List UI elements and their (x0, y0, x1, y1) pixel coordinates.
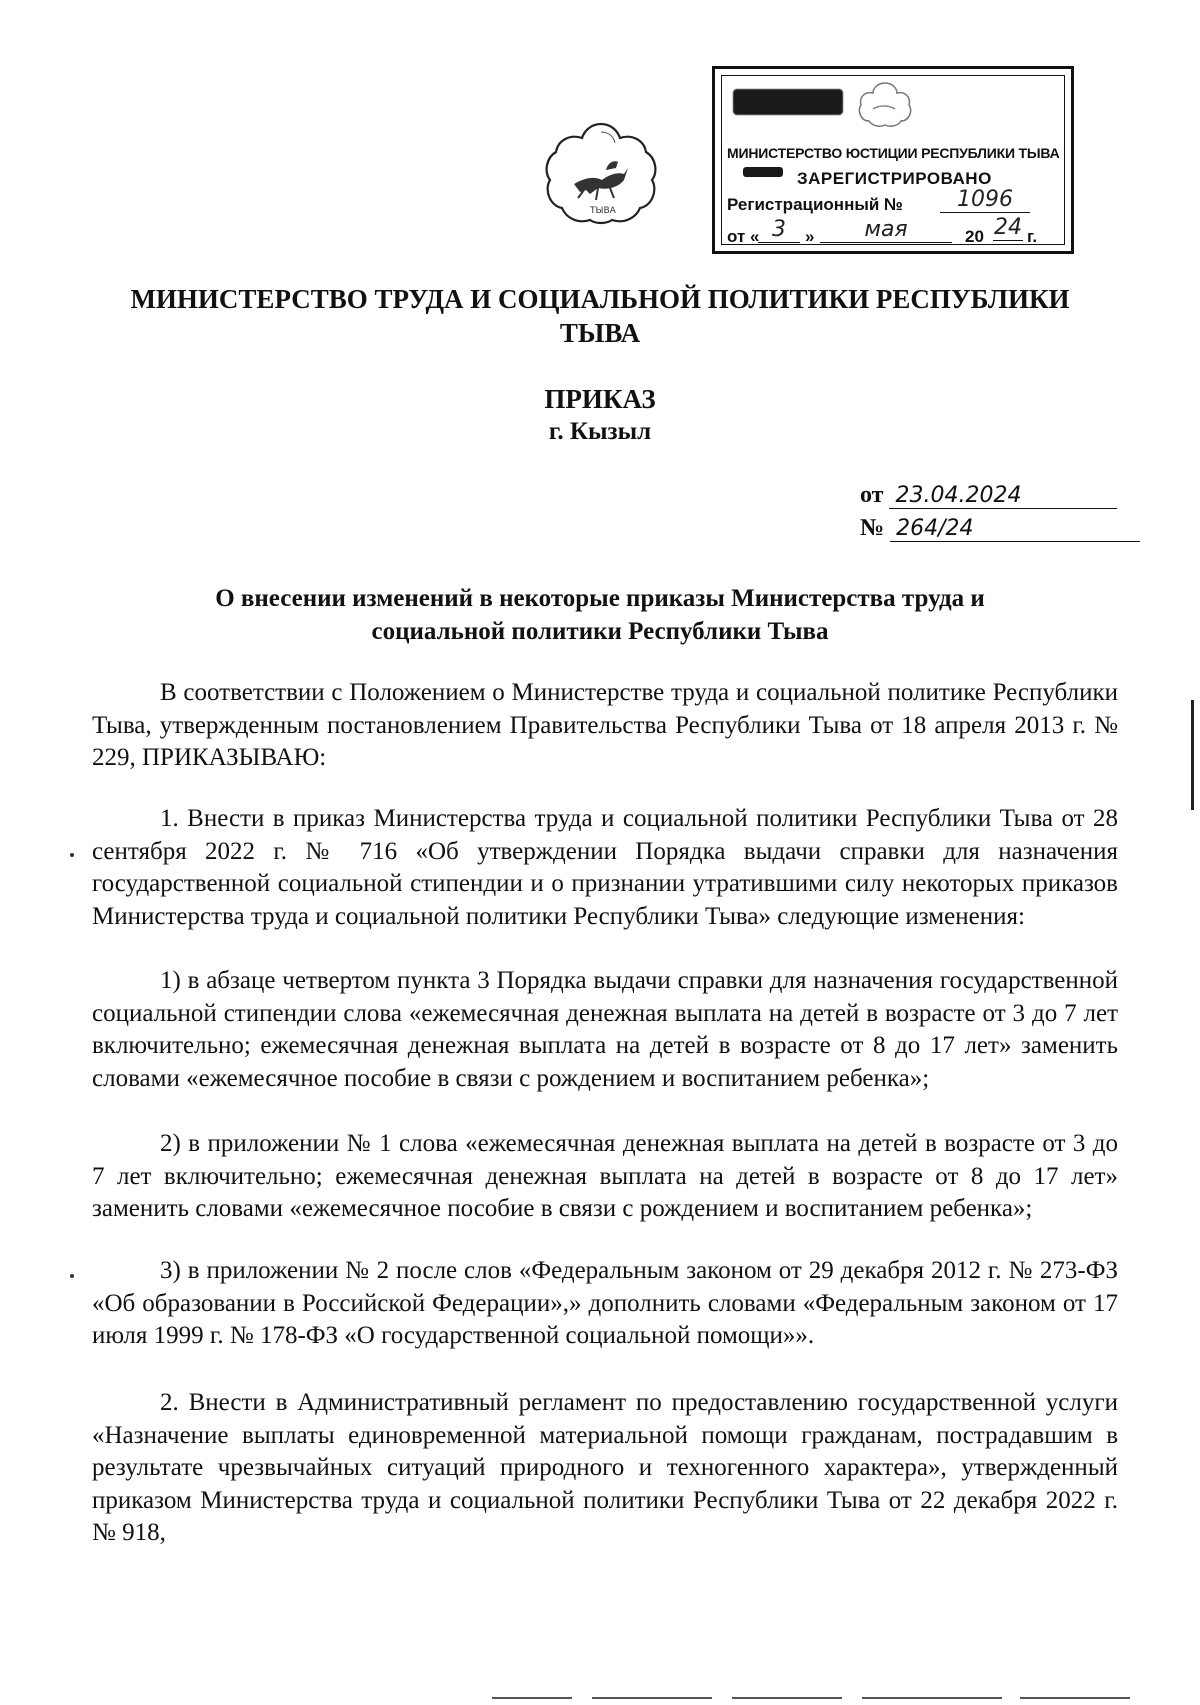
stamp-ink-blot (733, 89, 843, 115)
stamp-reg-number: 1096 (940, 187, 1030, 213)
order-title: ПРИКАЗ (544, 384, 656, 414)
scan-bottom-line (862, 1697, 1002, 1699)
scan-bottom-line (1020, 1697, 1130, 1699)
stamp-year-suffix: 24 (994, 215, 1022, 240)
svg-text:ТЫВА: ТЫВА (590, 206, 616, 216)
item-1-paragraph: 1. Внести в приказ Министерства труда и социальной политики Республики Тыва от 28 сентября 2022 г. № 716 «Об утверждении Порядка выдачи справки для назначения государственной социальной стипендии и о признании утратившими силу некоторых приказов Министерства труда и социальной политики Республики Тыва» следующие изменения: (92, 805, 1118, 930)
scan-dot (70, 853, 74, 857)
stamp-status: ЗАРЕГИСТРИРОВАНО (797, 169, 992, 188)
order-city: г. Кызыл (548, 418, 652, 445)
scan-bottom-line (732, 1697, 842, 1699)
tuva-coat-of-arms-icon (540, 118, 662, 226)
stamp-ministry-line: МИНИСТЕРСТВО ЮСТИЦИИ РЕСПУБЛИКИ ТЫВА (727, 145, 1060, 161)
stamp-date-prefix: от « (727, 227, 760, 246)
scan-edge-mark (1191, 700, 1194, 810)
order-date-value: 23.04.2024 (889, 483, 1117, 509)
preamble-paragraph: В соответствии с Положением о Министерстве труда и социальной политике Республики Тыва, утвержденным постановлением Правительства Республики Тыва от 18 апреля 2013 г. № 229, ПРИКАЗЫВАЮ: (92, 679, 1118, 771)
scan-bottom-line (492, 1697, 572, 1699)
item-1-2-paragraph: 2) в приложении № 1 слова «ежемесячная денежная выплата на детей в возрасте от 3 до 7 лет включительно; ежемесячная денежная выплата на детей в возрасте от 8 до 17 лет» заменить словами «ежемесячное пособие в связи с рождением и воспитанием ребенка»; (92, 1130, 1118, 1222)
item-1-3-paragraph: 3) в приложении № 2 после слов «Федеральным законом от 29 декабря 2012 г. № 273-ФЗ «Об образовании в Российской Федерации»,» дополнить словами «Федеральным законом от 17 июля 1999 г. № 178-ФЗ «О государственной социальной помощи»». (92, 1257, 1118, 1349)
stamp-year-letter: г. (1027, 227, 1038, 246)
ministry-title-line1: МИНИСТЕРСТВО ТРУДА И СОЦИАЛЬНОЙ ПОЛИТИКИ РЕСПУБЛИКИ (130, 284, 1070, 314)
stamp-ink-mark (743, 167, 783, 177)
scan-bottom-line (592, 1697, 712, 1699)
order-subject-line1: О внесении изменений в некоторые приказы Министерства труда и (215, 585, 985, 612)
order-number-row (860, 515, 1140, 542)
stamp-reg-label: Регистрационный № (727, 195, 903, 214)
order-date-label: от (860, 482, 884, 508)
stamp-date-month: мая (820, 217, 952, 243)
order-subject-line2: социальной политики Республики Тыва (371, 618, 829, 645)
stamp-year-prefix: 20 (965, 227, 984, 246)
item-2-paragraph: 2. Внести в Административный регламент по предоставлению государственной услуги «Назначение выплаты единовременной материальной помощи гражданам, пострадавшим в результате чрезвычайных ситуаций природного и техногенного характера», утвержденный приказом Министерства труда и социальной политики Республики Тыва от 22 декабря 2022 г. № 918, (92, 1389, 1118, 1546)
stamp-date-day: 3 (758, 217, 800, 243)
ministry-title-line2: ТЫВА (559, 318, 641, 348)
registration-stamp (712, 66, 1074, 254)
order-number-label: № (860, 515, 885, 541)
order-number-value: 264/24 (890, 516, 1140, 542)
stamp-date-quote: » (805, 227, 815, 246)
item-1-1-paragraph: 1) в абзаце четвертом пункта 3 Порядка выдачи справки для назначения государственной социальной стипендии слова «ежемесячная денежная выплата на детей в возрасте от 3 до 7 лет включительно; ежемесячная денежная выплата на детей в возрасте от 8 до 17 лет» заменить словами «ежемесячное пособие в связи с рождением и воспитанием ребенка»; (92, 967, 1118, 1092)
order-date-row (860, 482, 1117, 509)
scan-dot (70, 1274, 74, 1278)
stamp-seal-icon (855, 79, 915, 129)
